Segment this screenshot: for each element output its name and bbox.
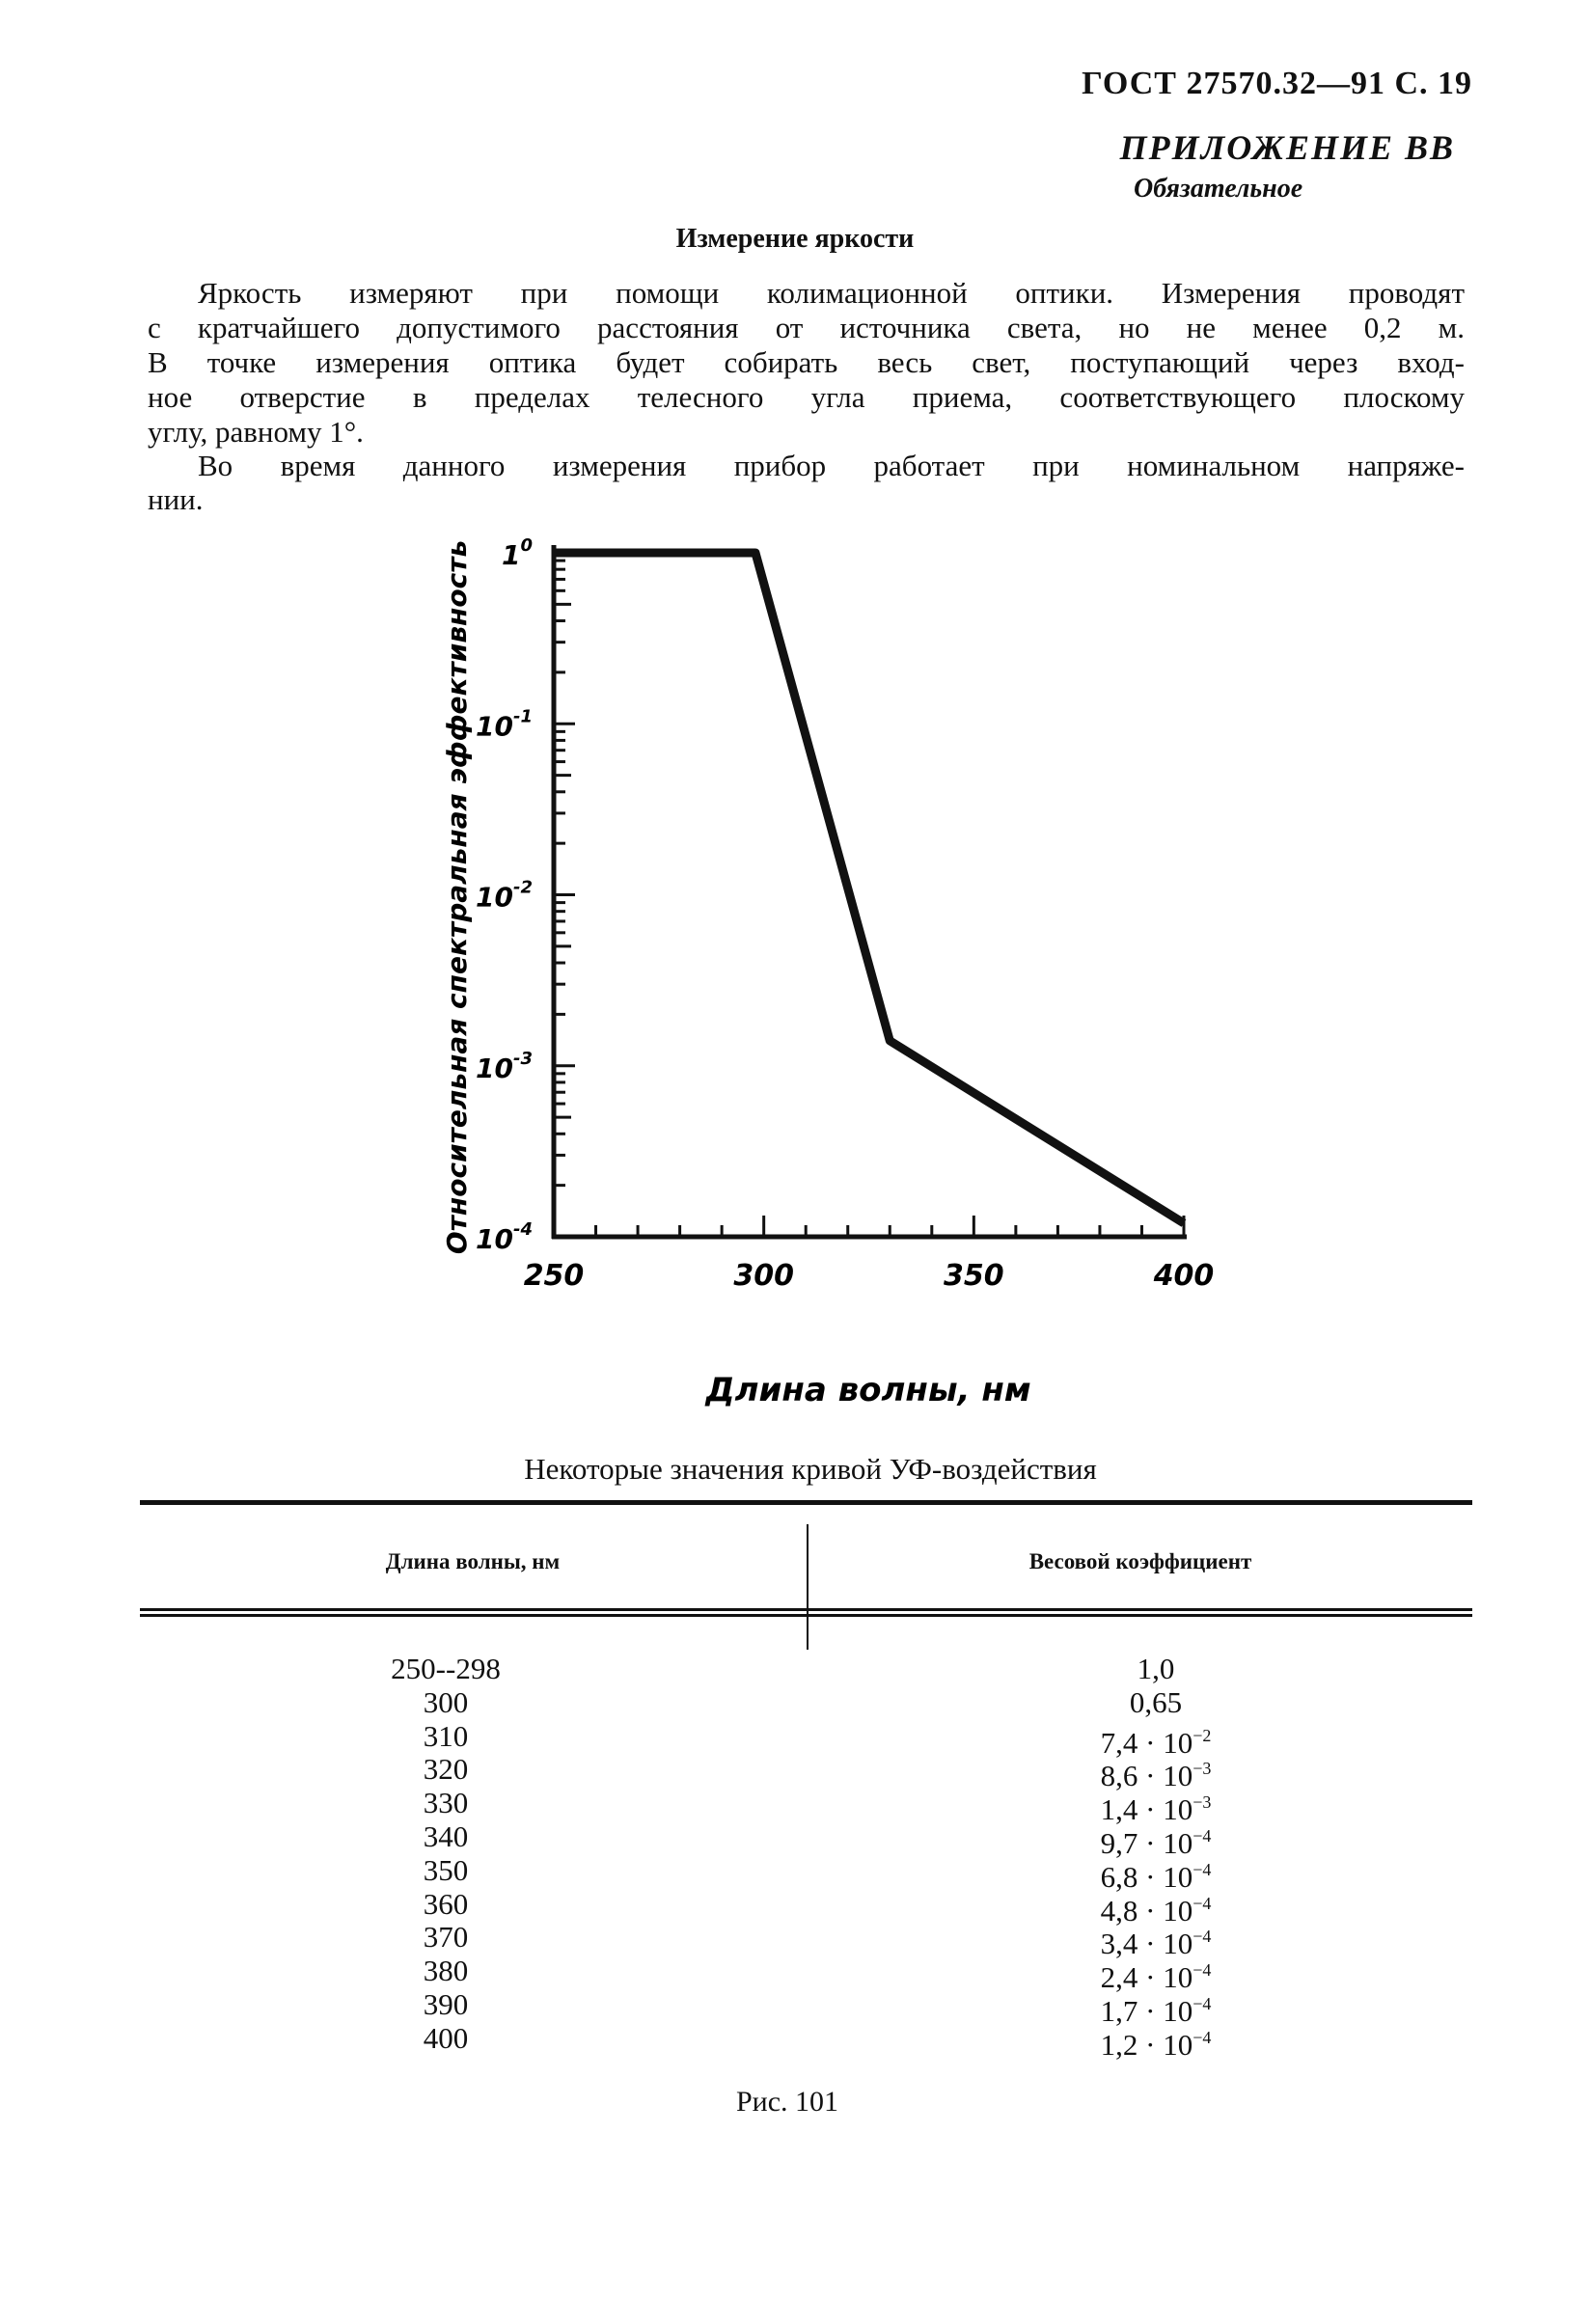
x-tick-label: 250 [523,1259,585,1293]
chart-axes [476,535,1214,1293]
figure-caption: Рис. 101 [735,2086,839,2118]
table-cell-coefficient [1059,1652,1252,1685]
table-cell-wavelength: 250--298 [391,1652,501,1685]
coefficient-mantissa: 8,6 · 10 [1100,1759,1193,1793]
table-cell-coefficient [1059,1954,1252,1995]
y-tick-label [476,1049,533,1084]
text-line: углу, равному 1°. [148,415,364,449]
coefficient-mantissa: 1,4 · 10 [1100,1792,1193,1827]
text-line: Яркость измеряют при помощи колимационной оптики. Измерения проводят [198,276,1465,310]
table-cell-wavelength: 360 [423,1886,469,1921]
table-cell-coefficient [1059,1819,1252,1860]
coefficient-exponent: −4 [1192,2027,1212,2047]
coefficient-exponent: −3 [1192,1792,1212,1813]
y-tick-exponent: -1 [513,706,533,727]
header-rule-1 [140,1608,1472,1611]
header-rule-2 [140,1614,1472,1617]
table-cell-wavelength: 310 [423,1718,469,1753]
y-tick-exponent: 0 [520,535,533,556]
column-divider [807,1524,809,1650]
table-cell-coefficient [1059,1853,1252,1894]
coefficient-mantissa: 2,4 · 10 [1100,1960,1193,1995]
text-line: Во время данного измерения прибор работает при номинальном напряже- [198,449,1465,482]
x-tick-label: 400 [1153,1259,1215,1293]
table-cell-coefficient [1059,2021,1252,2062]
coefficient-mantissa: 3,4 · 10 [1100,1927,1193,1961]
y-axis-label: Относительная спектральная эффективность [441,539,473,1255]
table-cell-coefficient [1059,1685,1252,1719]
table-cell-wavelength: 320 [423,1752,469,1787]
y-tick-label [476,706,533,742]
y-tick-base: 10 [476,710,513,743]
text-line: В точке измерения оптика будет собирать весь свет, поступающий через вход- [148,345,1465,379]
text-line: нии. [148,482,204,516]
coefficient-exponent: −2 [1192,1725,1212,1745]
coefficient-exponent: −4 [1192,1960,1212,1981]
series-line [554,553,1184,1223]
y-tick-base: 10 [476,1052,513,1084]
y-tick-exponent: -2 [513,877,533,898]
appendix-title: ПРИЛОЖЕНИЕ ВВ [1119,128,1455,167]
coefficient-exponent: −4 [1192,1927,1212,1947]
table-cell-wavelength: 340 [423,1819,469,1853]
appendix-status: Обязательное [1134,174,1303,204]
column-header-wavelength: Длина волны, нм [385,1549,561,1573]
text-line: ное отверстие в пределах телесного угла приема, соответствующего плоскому [148,380,1465,414]
coefficient-mantissa: 6,8 · 10 [1100,1859,1193,1894]
table-cell-coefficient [1059,1752,1252,1793]
table-cell-wavelength: 390 [423,1987,469,2021]
coefficient-exponent: −3 [1192,1759,1212,1779]
coefficient-mantissa: 1,2 · 10 [1100,2027,1193,2062]
coefficient-exponent: −4 [1192,1826,1212,1846]
table-cell-coefficient [1059,1920,1252,1961]
document-reference: ГОСТ 27570.32—91 С. 19 [1082,66,1472,101]
table-cell-wavelength: 350 [423,1852,469,1887]
coefficient-mantissa: 1,7 · 10 [1100,1994,1193,2028]
table-title: Некоторые значения кривой УФ-воздействия [524,1452,1097,1486]
table-cell-wavelength: 400 [423,2020,469,2055]
table-cell-wavelength: 380 [423,1954,469,1988]
table-cell-coefficient [1059,1987,1252,2028]
table-top-rule [140,1500,1472,1505]
coefficient-mantissa: 9,7 · 10 [1100,1826,1193,1860]
y-tick-exponent: -3 [513,1048,533,1069]
y-tick-base: 1 [501,539,521,571]
y-tick-exponent: -4 [513,1219,533,1240]
coefficient-exponent: −4 [1192,1859,1212,1879]
table-cell-coefficient [1059,1719,1252,1760]
x-tick-label: 300 [733,1259,794,1293]
table-cell-wavelength: 300 [423,1684,469,1719]
y-tick-label [476,1219,533,1255]
x-axis-label: Длина волны, нм [705,1371,1031,1409]
text-line: с кратчайшего допустимого расстояния от источника света, но не менее 0,2 м. [148,311,1465,344]
y-tick-base: 10 [476,881,513,914]
coefficient-mantissa: 1,0 [1137,1652,1175,1685]
table-cell-coefficient [1059,1786,1252,1827]
coefficient-exponent: −4 [1192,1994,1212,2013]
coefficient-exponent: −4 [1192,1893,1212,1913]
coefficient-mantissa: 7,4 · 10 [1100,1725,1193,1760]
y-tick-label [502,535,533,571]
coefficient-mantissa: 0,65 [1129,1684,1183,1719]
y-tick-label [476,878,533,914]
column-header-coefficient: Весовой коэффициент [1028,1549,1252,1573]
table-cell-wavelength: 370 [423,1920,469,1955]
section-title: Измерение яркости [675,224,915,254]
table-cell-coefficient [1059,1887,1252,1928]
coefficient-mantissa: 4,8 · 10 [1100,1893,1193,1928]
table-cell-wavelength: 330 [423,1786,469,1820]
y-tick-base: 10 [476,1223,513,1255]
x-tick-label: 350 [944,1259,1004,1293]
